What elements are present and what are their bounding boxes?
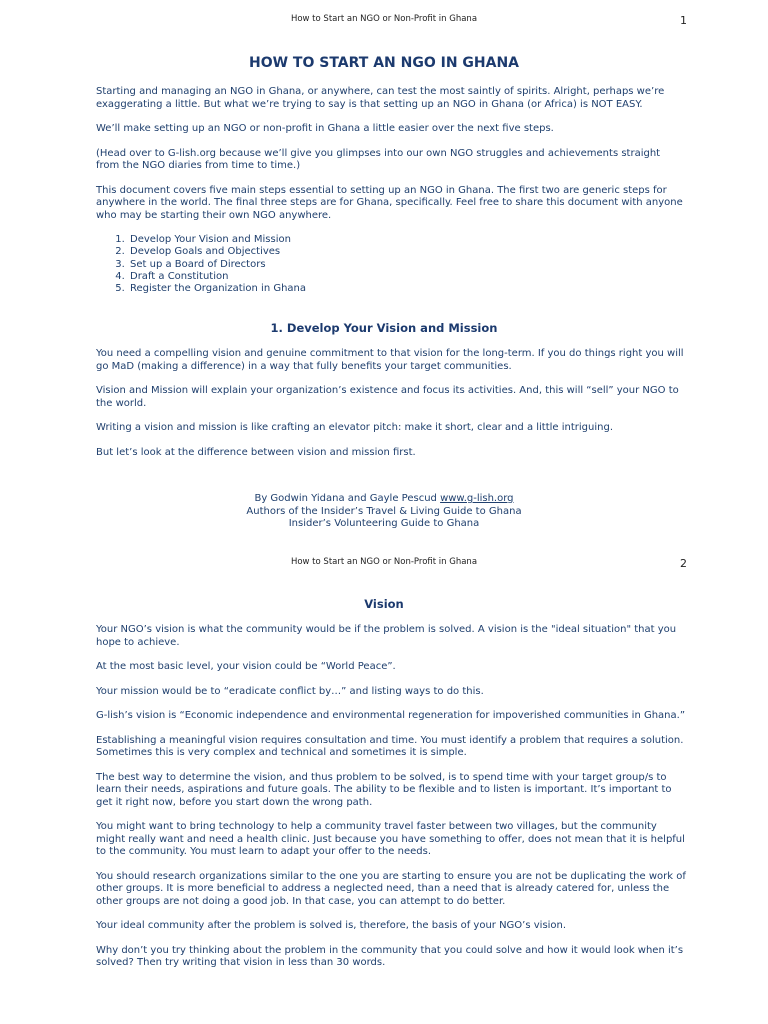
website-link[interactable]: www.g-lish.org — [440, 493, 514, 504]
section-heading: Vision — [364, 597, 404, 611]
body-paragraph: Writing a vision and mission is like crafting an elevator pitch: make it short, clear and a little intriguing. — [96, 422, 614, 433]
body-paragraph: But let’s look at the difference between vision and mission first. — [96, 446, 416, 458]
steps-list — [96, 234, 686, 295]
section1-body — [96, 348, 686, 471]
intro-paragraph: We’ll make setting up an NGO or non-profit in Ghana a little easier over the next five steps. — [96, 123, 554, 134]
intro-paragraph: This document covers five main steps essential to setting up an NGO in Ghana. The first two are generic steps for anywhere in the world. The final three steps are for Ghana, specifically. Feel free to share this document with anyone who may be starting their own NGO anywhere. — [96, 184, 683, 221]
byline — [0, 493, 768, 531]
body-paragraph: Your mission would be to “eradicate conflict by…” and listing ways to do this. — [96, 685, 484, 697]
step-item: 2. Develop Goals and Objectives — [128, 246, 686, 258]
byline-authors: By Godwin Yidana and Gayle Pescud — [254, 493, 437, 504]
document-title: HOW TO START AN NGO IN GHANA — [248, 55, 520, 71]
running-header: How to Start an NGO or Non-Profit in Ghana — [290, 14, 478, 24]
body-paragraph: Why don’t you try thinking about the problem in the community that you could solve and how it would look when it’s solved? Then try writing that vision in less than 30 words. — [96, 944, 684, 968]
body-paragraph: G-lish’s vision is “Economic independence and environmental regeneration for impoverished communities in Ghana.” — [96, 710, 686, 721]
page-number: 2 — [680, 557, 687, 570]
step-item: 5. Register the Organization in Ghana — [128, 283, 686, 295]
body-paragraph: You should research organizations similar to the one you are starting to ensure you are not be duplicating the work of other groups. It is more beneficial to address a neglected need, than a need that is already catered for, unless the other groups are not doing a good job. In that case, you can attempt to do better. — [96, 870, 686, 907]
body-paragraph: You might want to bring technology to help a community travel faster between two villages, but the community might really want and need a health clinic. Just because you have something to offer, does not mean that it is helpful to the community. You must learn to adapt your offer to the needs. — [96, 821, 685, 857]
byline-book: Authors of the Insider’s Travel & Living Guide to Ghana — [246, 505, 522, 517]
byline-authors-line — [0, 493, 768, 506]
body-paragraph: You need a compelling vision and genuine commitment to that vision for the long-term. If you do things right you will go MaD (making a difference) in a way that fully benefits your target communities. — [96, 348, 684, 372]
running-header: How to Start an NGO or Non-Profit in Ghana — [290, 557, 478, 567]
step-item: 4. Draft a Constitution — [128, 271, 686, 283]
intro-section — [96, 86, 686, 295]
body-paragraph: Your NGO’s vision is what the community would be if the problem is solved. A vision is the "ideal situation" that you hope to achieve. — [96, 624, 677, 648]
body-paragraph: Your ideal community after the problem is solved is, therefore, the basis of your NGO’s vision. — [96, 920, 567, 931]
section-heading: 1. Develop Your Vision and Mission — [270, 321, 498, 335]
byline-book: Insider’s Volunteering Guide to Ghana — [288, 518, 480, 529]
intro-paragraph: (Head over to G-lish.org because we’ll give you glimpses into our own NGO struggles and achievements straight from the NGO diaries from time to time.) — [96, 147, 661, 171]
step-item: 3. Set up a Board of Directors — [128, 259, 686, 271]
body-paragraph: At the most basic level, your vision could be “World Peace”. — [96, 661, 396, 672]
body-paragraph: The best way to determine the vision, and thus problem to be solved, is to spend time with your target group/s to learn their needs, aspirations and future goals. The ability to be flexible and to listen is important. It’s important to get it right now, before you start down the wrong path. — [96, 771, 672, 808]
body-paragraph: Establishing a meaningful vision requires consultation and time. You must identify a problem that requires a solution. Sometimes this is very complex and technical and sometimes it is simple. — [96, 734, 684, 758]
intro-paragraph: Starting and managing an NGO in Ghana, or anywhere, can test the most saintly of spirits. Alright, perhaps we’re exaggerating a little. But what we’re trying to say is that setting up an NGO in Ghana (or Africa) is NOT EASY. — [96, 86, 665, 110]
page-number: 1 — [680, 14, 687, 27]
vision-body — [96, 624, 686, 982]
body-paragraph: Vision and Mission will explain your organization’s existence and focus its activities. And, this will “sell” your NGO to the world. — [96, 385, 679, 409]
step-item: 1. Develop Your Vision and Mission — [128, 234, 686, 246]
